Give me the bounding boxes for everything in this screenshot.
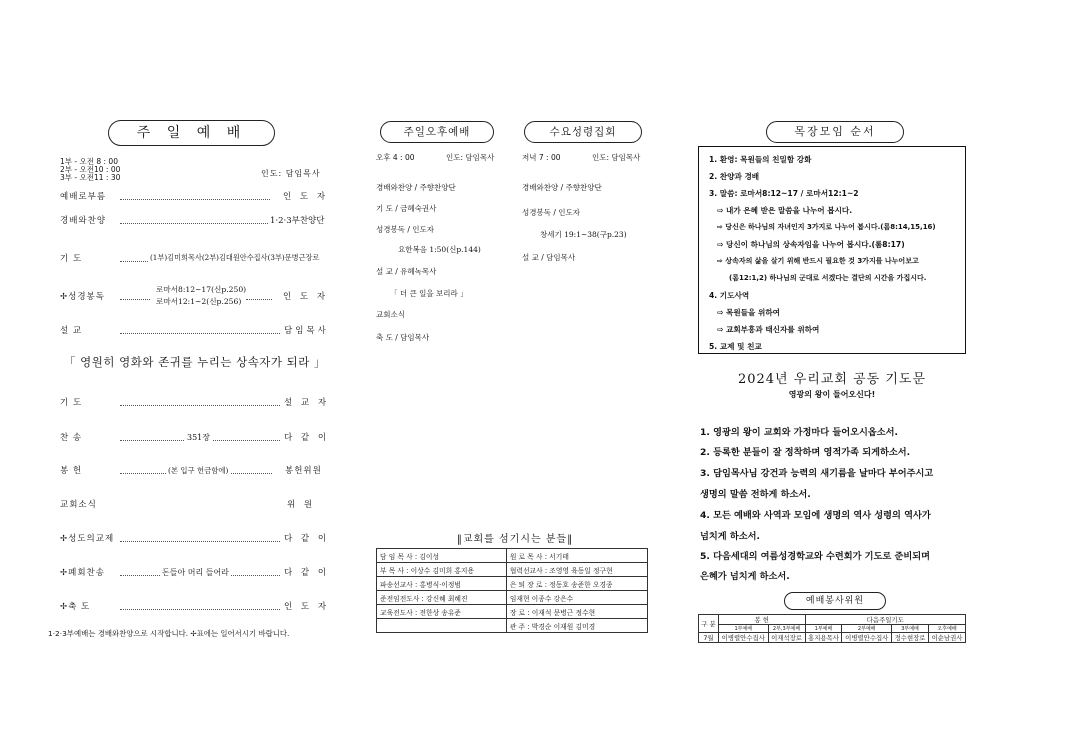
order2-hymn-label: 찬 송 (60, 433, 83, 443)
prayer-line-5: 4. 모든 예배와 사역과 모임에 생명의 역사 성령의 역사가 (700, 510, 931, 521)
sunday-time-3: 3부 - 오전11 : 30 (60, 173, 121, 182)
vol-name-6: 이순남권사 (929, 633, 966, 643)
vol-name-1: 이병렬안수집사 (718, 633, 768, 643)
staff-right-1: 원 로 목 사 : 서기태 (506, 549, 647, 563)
sunday-lead: 인도: 담임목사 (261, 169, 321, 178)
order-sermon-label: 설 교 (60, 326, 83, 336)
cell-item-1: 1. 환영: 목원들의 친밀함 강화 (709, 155, 812, 164)
volunteers-title: 예배봉사위원 (784, 592, 886, 610)
order2-prayer-right: 설 교 자 (284, 398, 330, 408)
vol-sub-1: 1부예배 (718, 625, 768, 633)
order2-prayer-label: 기 도 (60, 398, 83, 408)
vol-sub-6: 오후예배 (929, 625, 966, 633)
staff-table (376, 548, 648, 633)
order2-fellowship-label: ✢성도의교제 (60, 534, 115, 544)
staff-left-1: 담 임 목 사 : 김이성 (377, 549, 507, 563)
cell-item-2: 2. 찬양과 경배 (709, 172, 760, 181)
wednesday-item-1: 경배와찬양 / 주향찬양단 (522, 183, 602, 192)
vol-col-gubun: 구 분 (699, 615, 719, 633)
vol-sub-2: 2부,3부예배 (768, 625, 805, 633)
cell-item-9: 4. 기도사역 (709, 291, 750, 300)
wednesday-item-4: 설 교 / 담임목사 (522, 253, 576, 262)
order-praise-right: 1·2·3부찬양단 (270, 216, 325, 226)
cell-item-6: ⇨ 당신이 하나님의 상속자임을 나누어 봅시다.(롬8:17) (717, 240, 905, 249)
vol-sub-4: 2부예배 (842, 625, 892, 633)
vol-name-3: 홍지용목사 (805, 633, 842, 643)
cell-item-7: ⇨ 상속자의 삶을 살기 위해 반드시 필요한 것 3가지를 나누어보고 (717, 257, 919, 265)
afternoon-item-6: 「 더 큰 일을 보리라 」 (390, 289, 468, 298)
order2-hymn-right: 다 같 이 (284, 433, 330, 443)
cell-item-11: ⇨ 교회부흥과 태신자를 위하여 (717, 325, 820, 334)
sunday-footnote: 1·2·3부예배는 경배와찬양으로 시작합니다. ✢표에는 일어서시기 바랍니다. (48, 629, 290, 638)
staff-left-4: 준전임전도사 : 강신혜 최혜진 (377, 591, 507, 605)
afternoon-item-3: 성경봉독 / 인도자 (376, 225, 435, 234)
order-prayer-label: 기 도 (60, 254, 83, 264)
afternoon-title: 주일오후예배 (380, 121, 494, 143)
staff-right-5: 장 로 : 이재석 문병근 정수현 (506, 605, 647, 619)
order2-offering-right: 봉헌위원 (285, 466, 322, 476)
staff-right-3: 은 퇴 장 로 : 정동호 송준한 오경종 (506, 577, 647, 591)
wednesday-lead: 인도: 담임목사 (592, 153, 641, 162)
staff-left-2: 부 목 사 : 이상수 김미희 홍지용 (377, 563, 507, 577)
order-praise-label: 경배와찬양 (60, 216, 107, 226)
afternoon-time: 오후 4 : 00 (376, 153, 415, 162)
afternoon-item-5: 설 교 / 유혜녹목사 (376, 267, 437, 276)
vol-name-2: 이재석장로 (768, 633, 805, 643)
order2-benediction-right: 인 도 자 (284, 602, 330, 612)
sunday-time-2: 2부 - 오전10 : 00 (60, 165, 121, 174)
staff-title-text: 교회를 섬기시는 분들 (462, 534, 568, 545)
afternoon-lead: 인도: 담임목사 (446, 153, 495, 162)
afternoon-item-4: 요한복음 1:50(신p.144) (398, 245, 481, 254)
order-call-label: 예배로부름 (60, 192, 107, 202)
sunday-title: 주 일 예 배 (108, 120, 275, 146)
wednesday-title: 수요성령집회 (524, 121, 642, 143)
order-reading-label: ✢성경봉독 (60, 292, 105, 302)
prayer-line-1: 1. 영광의 왕이 교회와 가정마다 들어오시옵소서. (700, 427, 898, 438)
order-prayer-value: (1부)김미희목사(2부)김대원안수집사(3부)문병근장로 (150, 253, 320, 262)
prayer-line-2: 2. 등록한 분들이 잘 정착하며 영적가족 되게하소서. (700, 447, 911, 458)
cell-order-title: 목장모임 순서 (766, 121, 904, 143)
prayer-line-7: 5. 다음세대의 여름성경학교와 수련회가 기도로 준비되며 (700, 551, 931, 562)
staff-left-5: 교육전도사 : 전한상 송유준 (377, 605, 507, 619)
order-reading-value2: 로마서12:1~2(신p.256) (156, 297, 242, 306)
cell-item-5: ⇨ 당신은 하나님의 자녀인지 3가지로 나누어 봅시다.(롬8:14,15,16) (717, 223, 936, 231)
order2-closing-value: 돈들아 머리 들어라 (162, 568, 229, 577)
vol-name-5: 정수현장로 (892, 633, 929, 643)
order2-hymn-value: 351장 (187, 433, 210, 442)
afternoon-item-2: 기 도 / 금혜숙권사 (376, 204, 437, 213)
afternoon-item-8: 축 도 / 담임목사 (376, 333, 430, 342)
staff-left-3: 파송선교사 : 홍병식·이정범 (377, 577, 507, 591)
staff-right-4: 임재현 이종수 강은수 (506, 591, 647, 605)
order2-closing-right: 다 같 이 (284, 568, 330, 578)
order2-benediction-label: ✢축 도 (60, 602, 91, 612)
cell-item-12: 5. 교제 및 친교 (709, 342, 762, 351)
afternoon-item-1: 경배와찬양 / 주향찬양단 (376, 183, 456, 192)
order-call-right: 인 도 자 (283, 192, 329, 202)
staff-right-2: 협력선교사 : 조영영 육동일 정구현 (506, 563, 647, 577)
prayer-line-3: 3. 담임목사님 강건과 능력의 새기름을 날마다 부어주시고 (700, 468, 934, 479)
sunday-time-1: 1부 - 오전 8 : 00 (60, 157, 118, 166)
prayer-subtitle: 영광의 왕이 들어오신다! (788, 390, 876, 399)
cell-item-10: ⇨ 목원들을 위하여 (717, 308, 780, 317)
volunteers-table (698, 614, 966, 643)
vol-name-4: 이병렬안수집사 (842, 633, 892, 643)
staff-right-6: 관 주 : 박경순 이재원 김미경 (506, 619, 647, 633)
prayer-line-6: 넘치게 하소서. (700, 531, 760, 542)
cell-item-8: (롬12:1,2) 하나님의 군대로 서겠다는 결단의 시간을 가집시다. (729, 274, 927, 282)
wednesday-time: 저녁 7 : 00 (522, 153, 561, 162)
staff-title: ‖교회를 섬기시는 분들‖ (456, 534, 574, 545)
prayer-line-4: 생명의 말씀 전하게 하소서. (700, 489, 811, 500)
afternoon-item-7: 교회소식 (376, 310, 405, 319)
wednesday-item-2: 성경봉독 / 인도자 (522, 208, 581, 217)
order2-closing-label: ✢폐회찬송 (60, 568, 105, 578)
order2-news-label: 교회소식 (60, 500, 97, 510)
cell-order-box (698, 146, 966, 354)
order-sermon-right: 담임목사 (284, 326, 329, 336)
vol-col-bongheon: 봉 헌 (718, 615, 805, 625)
cell-item-4: ⇨ 내가 은혜 받은 말씀을 나누어 봅시다. (717, 206, 853, 215)
vol-sub-5: 3부예배 (892, 625, 929, 633)
vol-col-prayer: 다음주일기도 (805, 615, 965, 625)
prayer-title: 2024년 우리교회 공동 기도문 (737, 372, 927, 387)
vol-sub-3: 1부예배 (805, 625, 842, 633)
wednesday-item-3: 창세기 19:1~38(구p.23) (540, 230, 627, 239)
sermon-title: 「 영원히 영화와 존귀를 누리는 상속자가 되라 」 (64, 355, 327, 369)
order2-offering-label: 봉 헌 (60, 466, 83, 476)
order-reading-value1: 로마서8:12~17(신p.250) (156, 285, 247, 294)
prayer-line-8: 은혜가 넘치게 하소서. (700, 571, 790, 582)
order-reading-right: 인 도 자 (283, 292, 329, 302)
cell-item-3: 3. 말씀: 로마서8:12~17 / 로마서12:1~2 (709, 189, 859, 198)
vol-month: 7월 (699, 633, 719, 643)
order2-fellowship-right: 다 같 이 (284, 534, 330, 544)
order2-news-right: 위 원 (287, 500, 316, 510)
order2-offering-value: (본 입구 헌금함에) (168, 466, 229, 475)
